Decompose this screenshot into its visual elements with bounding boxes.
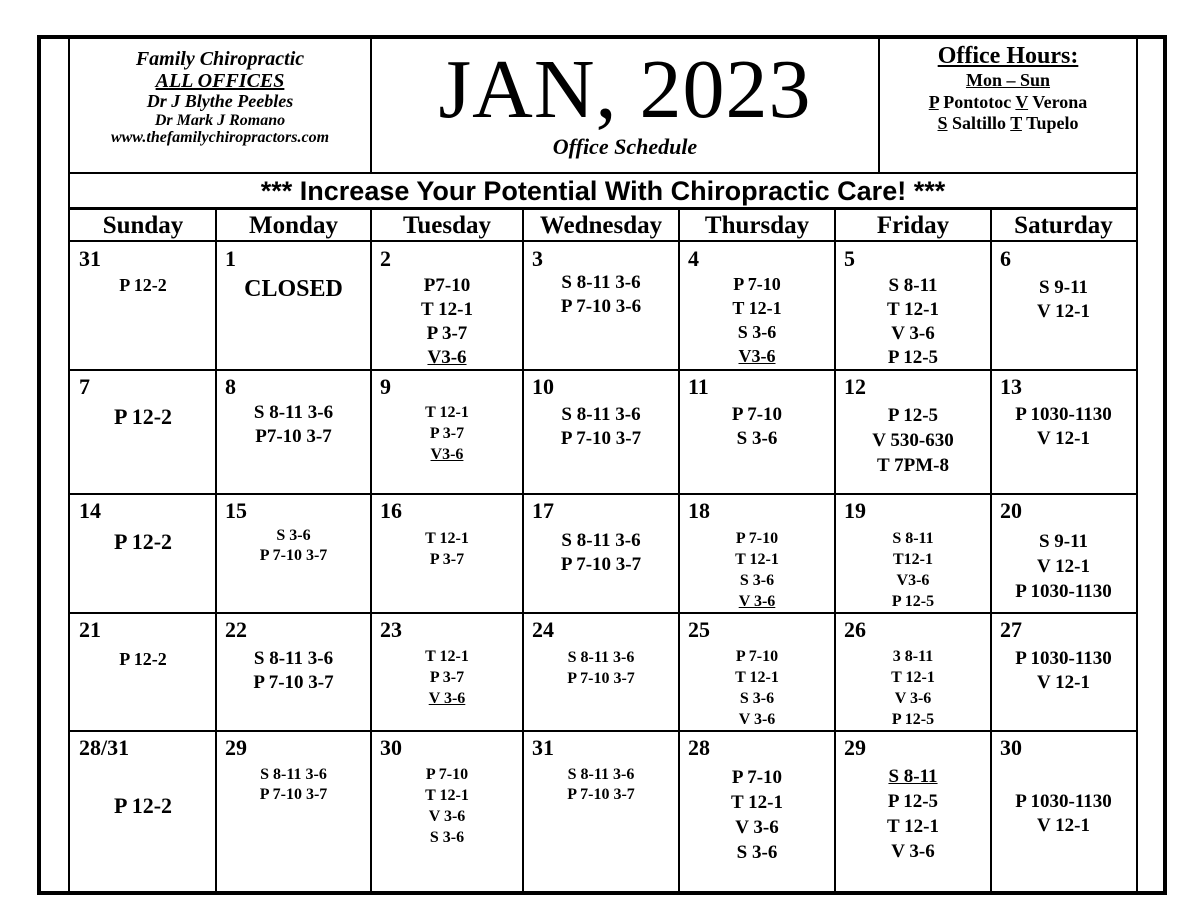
schedule-entry: P 3-7 bbox=[429, 425, 465, 442]
dayname-friday: Friday bbox=[876, 212, 950, 239]
day-number: 22 bbox=[225, 617, 247, 642]
schedule-entry: P 7-10 3-7 bbox=[560, 554, 642, 575]
day-cell bbox=[835, 613, 991, 731]
schedule-entry: S 8-11 bbox=[892, 530, 934, 547]
day-number: 12 bbox=[844, 374, 866, 399]
doctor-1: Dr J Blythe Peebles bbox=[146, 91, 294, 111]
day-number: 13 bbox=[1000, 374, 1022, 399]
month-title: JAN, 2023 bbox=[438, 43, 812, 136]
legend-t-name: Tupelo bbox=[1026, 112, 1079, 133]
day-cell bbox=[70, 370, 216, 494]
day-number: 17 bbox=[532, 498, 554, 523]
day-cell bbox=[70, 731, 216, 893]
frame-inner-right-border bbox=[1136, 35, 1138, 895]
schedule-entry: V 3-6 bbox=[738, 711, 776, 728]
schedule-entry: S 8-11 3-6 bbox=[260, 766, 327, 783]
schedule-entries bbox=[523, 529, 679, 577]
day-cell bbox=[371, 370, 523, 494]
day-number: 26 bbox=[844, 617, 866, 642]
schedule-entry: P 7-10 3-6 bbox=[560, 296, 642, 317]
schedule-entries bbox=[835, 274, 991, 370]
offices-label: ALL OFFICES bbox=[155, 70, 285, 92]
day-number: 3 bbox=[532, 246, 543, 271]
schedule-entry: P 12-2 bbox=[113, 529, 173, 554]
schedule-entries bbox=[70, 404, 216, 430]
day-number: 11 bbox=[688, 374, 709, 399]
schedule-entry: V 3-6 bbox=[891, 323, 935, 344]
schedule-entry: V3-6 bbox=[896, 572, 930, 589]
day-cell bbox=[991, 494, 1136, 613]
schedule-entries bbox=[835, 403, 991, 478]
schedule-entry: T 12-1 bbox=[887, 816, 939, 837]
day-number: 27 bbox=[1000, 617, 1022, 642]
day-number: 20 bbox=[1000, 498, 1022, 523]
schedule-entries bbox=[835, 764, 991, 864]
schedule-entry: T 12-1 bbox=[735, 551, 779, 568]
schedule-entry: P 1030-1130 bbox=[1015, 791, 1112, 812]
schedule-entry: V3-6 bbox=[427, 347, 467, 368]
day-cell bbox=[991, 731, 1136, 893]
schedule-entries bbox=[679, 765, 835, 865]
day-number: 28 bbox=[688, 735, 710, 760]
schedule-entries bbox=[523, 765, 679, 805]
day-cell bbox=[991, 613, 1136, 731]
schedule-entry: S 8-11 3-6 bbox=[561, 404, 641, 425]
office-hours-days: Mon – Sun bbox=[965, 70, 1051, 91]
schedule-entries bbox=[371, 646, 523, 709]
dayname-thursday: Thursday bbox=[704, 212, 810, 239]
schedule-entries bbox=[70, 274, 216, 296]
schedule-entry: V 12-1 bbox=[1037, 815, 1090, 836]
day-cell bbox=[679, 613, 835, 731]
doctor-2: Dr Mark J Romano bbox=[154, 111, 286, 129]
day-number: 29 bbox=[844, 735, 866, 760]
title-block bbox=[372, 42, 878, 160]
schedule-entry: S 8-11 3-6 bbox=[561, 530, 641, 551]
schedule-entries bbox=[991, 790, 1136, 838]
day-number: 6 bbox=[1000, 246, 1011, 271]
day-number: 21 bbox=[79, 617, 101, 642]
schedule-entry: V3-6 bbox=[430, 446, 464, 463]
schedule-entry: P 3-7 bbox=[429, 551, 465, 568]
dayname-monday: Monday bbox=[249, 212, 338, 239]
day-cell bbox=[835, 370, 991, 494]
schedule-entry: S 3-6 bbox=[276, 527, 311, 544]
schedule-entries bbox=[523, 271, 679, 319]
schedule-entries bbox=[523, 647, 679, 689]
schedule-entry: P 7-10 3-7 bbox=[560, 428, 642, 449]
schedule-entry: V 12-1 bbox=[1037, 556, 1090, 577]
schedule-entries bbox=[371, 402, 523, 465]
schedule-entries bbox=[679, 272, 835, 368]
schedule-entry: T 12-1 bbox=[425, 648, 469, 665]
office-hours-title: Office Hours: bbox=[937, 43, 1079, 69]
schedule-entry: P 7-10 bbox=[735, 648, 779, 665]
legend-v-name: Verona bbox=[1032, 91, 1088, 112]
schedule-entries bbox=[679, 528, 835, 612]
dayname-tuesday: Tuesday bbox=[402, 212, 491, 239]
schedule-entry: P 7-10 bbox=[425, 766, 469, 783]
schedule-entry: P 12-5 bbox=[891, 593, 935, 610]
dayname-sunday: Sunday bbox=[102, 212, 184, 239]
day-number: 25 bbox=[688, 617, 710, 642]
day-cell bbox=[523, 242, 679, 370]
schedule-entry: S 3-6 bbox=[739, 690, 775, 707]
schedule-entry: S 8-11 3-6 bbox=[253, 648, 334, 669]
schedule-entry: P 12-2 bbox=[119, 275, 167, 295]
day-number: 23 bbox=[380, 617, 402, 642]
day-number: 7 bbox=[79, 374, 90, 399]
day-cell bbox=[216, 242, 371, 370]
day-number: 4 bbox=[688, 246, 699, 271]
practice-name: Family Chiropractic bbox=[135, 48, 305, 70]
day-cell bbox=[523, 370, 679, 494]
schedule-entry: V 3-6 bbox=[891, 841, 935, 862]
schedule-entry: T 12-1 bbox=[732, 298, 782, 318]
day-cell bbox=[523, 494, 679, 613]
schedule-entry: P 7-10 bbox=[735, 530, 779, 547]
schedule-entry: T 12-1 bbox=[891, 669, 935, 686]
schedule-entry: P 12-5 bbox=[887, 347, 939, 368]
schedule-entries bbox=[371, 528, 523, 570]
legend-v-key: V bbox=[1015, 91, 1029, 112]
day-cell bbox=[371, 494, 523, 613]
schedule-entry: S 8-11 bbox=[888, 275, 938, 296]
schedule-entry: V 3-6 bbox=[735, 817, 779, 838]
schedule-entry: T12-1 bbox=[893, 551, 933, 568]
schedule-entry: S 3-6 bbox=[736, 428, 778, 449]
practice-info bbox=[70, 48, 370, 147]
schedule-entries bbox=[216, 647, 371, 695]
schedule-entry: V 12-1 bbox=[1037, 672, 1090, 693]
day-cell bbox=[216, 494, 371, 613]
schedule-entries bbox=[216, 526, 371, 566]
schedule-entry: P 7-10 3-7 bbox=[567, 670, 635, 687]
day-cell bbox=[835, 731, 991, 893]
legend-line-2 bbox=[880, 113, 1136, 134]
website: www.thefamilychiropractors.com bbox=[110, 129, 330, 147]
schedule-entry: S 3-6 bbox=[429, 829, 465, 846]
schedule-entry: P 3-7 bbox=[426, 323, 468, 344]
schedule-entry: V 12-1 bbox=[1037, 428, 1090, 449]
legend-s-key: S bbox=[937, 112, 948, 133]
schedule-entry: P7-10 bbox=[423, 275, 471, 296]
day-cell bbox=[991, 370, 1136, 494]
schedule-entry: P 7-10 3-7 bbox=[567, 786, 635, 803]
schedule-entry: S 3-6 bbox=[736, 842, 778, 863]
schedule-entry: T 7PM-8 bbox=[877, 455, 949, 476]
schedule-entry: P 12-5 bbox=[887, 405, 939, 426]
day-cell bbox=[835, 242, 991, 370]
day-number: 10 bbox=[532, 374, 554, 399]
schedule-entry: S 8-11 3-6 bbox=[253, 402, 334, 423]
day-number: 8 bbox=[225, 374, 236, 399]
schedule-entries bbox=[216, 401, 371, 449]
day-cell bbox=[70, 494, 216, 613]
schedule-entry: P 7-10 3-7 bbox=[259, 786, 328, 803]
day-cell bbox=[679, 242, 835, 370]
legend-p-key: P bbox=[928, 91, 939, 112]
schedule-entry: S 9-11 bbox=[1038, 531, 1089, 552]
day-cell bbox=[371, 242, 523, 370]
schedule-entry: T 12-1 bbox=[425, 530, 469, 547]
schedule-entry: T 12-1 bbox=[735, 669, 779, 686]
day-number: 16 bbox=[380, 498, 402, 523]
schedule-entries bbox=[70, 648, 216, 670]
legend-s-name: Saltillo bbox=[952, 112, 1007, 133]
legend-t-key: T bbox=[1010, 112, 1022, 133]
day-cell bbox=[70, 242, 216, 370]
day-cell bbox=[216, 731, 371, 893]
schedule-entry: P 7-10 3-7 bbox=[259, 547, 328, 564]
schedule-entry: P 1030-1130 bbox=[1015, 404, 1112, 425]
schedule-entry: V3-6 bbox=[738, 346, 776, 366]
day-number: 14 bbox=[79, 498, 101, 523]
day-number: 30 bbox=[1000, 735, 1022, 760]
day-cell bbox=[679, 370, 835, 494]
schedule-entry: T 12-1 bbox=[421, 299, 473, 320]
legend-p-name: Pontotoc bbox=[943, 91, 1012, 112]
schedule-entry: S 8-11 3-6 bbox=[567, 649, 635, 666]
day-cell bbox=[523, 731, 679, 893]
day-cell bbox=[523, 613, 679, 731]
schedule-entry: S 8-11 3-6 bbox=[561, 272, 641, 293]
schedule-entries bbox=[371, 274, 523, 370]
legend-line-1 bbox=[880, 92, 1136, 113]
day-number: 2 bbox=[380, 246, 391, 271]
schedule-entry: T 12-1 bbox=[731, 792, 783, 813]
schedule-entries bbox=[991, 529, 1136, 604]
schedule-entry: S 8-11 bbox=[888, 766, 938, 787]
dayname-wednesday: Wednesday bbox=[539, 212, 663, 239]
day-cell bbox=[70, 613, 216, 731]
schedule-entry: T 12-1 bbox=[887, 299, 939, 320]
schedule-entry: V 530-630 bbox=[872, 430, 954, 451]
schedule-entries bbox=[991, 403, 1136, 451]
schedule-entry: P 12-2 bbox=[113, 793, 173, 818]
day-number: 29 bbox=[225, 735, 247, 760]
schedule-entry: P 7-10 bbox=[733, 274, 781, 294]
schedule-entry: V 12-1 bbox=[1037, 301, 1090, 322]
schedule-entries bbox=[523, 403, 679, 451]
schedule-entry: P 12-2 bbox=[119, 649, 167, 669]
schedule-entry: P 1030-1130 bbox=[1015, 581, 1112, 602]
closed-label: CLOSED bbox=[244, 276, 343, 302]
schedule-entries bbox=[991, 276, 1136, 324]
schedule-entries bbox=[371, 764, 523, 848]
day-number: 15 bbox=[225, 498, 247, 523]
schedule-entries bbox=[679, 646, 835, 730]
schedule-entry: P 7-10 3-7 bbox=[253, 672, 334, 693]
schedule-entries bbox=[679, 403, 835, 451]
day-number: 1 bbox=[225, 246, 236, 271]
schedule-entries bbox=[216, 274, 371, 304]
schedule-entry: S 9-11 bbox=[1038, 277, 1089, 298]
day-cell bbox=[679, 494, 835, 613]
day-cell bbox=[216, 370, 371, 494]
day-cell bbox=[371, 731, 523, 893]
schedule-entry: S 3-6 bbox=[737, 322, 777, 342]
schedule-entries bbox=[835, 528, 991, 612]
day-number: 31 bbox=[532, 735, 554, 760]
day-number: 19 bbox=[844, 498, 866, 523]
schedule-entry: T 12-1 bbox=[425, 787, 469, 804]
schedule-entries bbox=[835, 646, 991, 730]
schedule-entries bbox=[70, 529, 216, 555]
schedule-entry: P 3-7 bbox=[429, 669, 465, 686]
schedule-entry: P 12-2 bbox=[113, 404, 173, 429]
schedule-entry: S 8-11 3-6 bbox=[567, 766, 635, 783]
day-number: 18 bbox=[688, 498, 710, 523]
schedule-entry: P 7-10 bbox=[731, 767, 783, 788]
day-cell bbox=[991, 242, 1136, 370]
schedule-entry: P7-10 3-7 bbox=[255, 426, 332, 447]
office-hours bbox=[880, 42, 1136, 134]
day-number: 31 bbox=[79, 246, 101, 271]
day-cell bbox=[835, 494, 991, 613]
schedule-entry: V 3-6 bbox=[428, 808, 466, 825]
day-number: 9 bbox=[380, 374, 391, 399]
schedule-entry: V 3-6 bbox=[894, 690, 932, 707]
day-cell bbox=[371, 613, 523, 731]
day-cell bbox=[679, 731, 835, 893]
schedule-entry: P 12-5 bbox=[891, 711, 935, 728]
schedule-entries bbox=[216, 765, 371, 805]
schedule-entries bbox=[991, 647, 1136, 695]
day-number: 28/31 bbox=[79, 735, 130, 760]
day-number: 5 bbox=[844, 246, 855, 271]
schedule-entry: P 1030-1130 bbox=[1015, 648, 1112, 669]
schedule-entry: V 3-6 bbox=[428, 690, 466, 707]
day-number: 24 bbox=[532, 617, 554, 642]
dayname-saturday: Saturday bbox=[1014, 212, 1113, 239]
schedule-entry: V 3-6 bbox=[738, 593, 776, 610]
schedule-entries bbox=[70, 793, 216, 819]
schedule-entry: P 7-10 bbox=[731, 404, 783, 425]
schedule-entry: S 3-6 bbox=[739, 572, 775, 589]
day-cell bbox=[216, 613, 371, 731]
schedule-entry: T 12-1 bbox=[425, 404, 469, 421]
day-number: 30 bbox=[380, 735, 402, 760]
banner: *** Increase Your Potential With Chiropractic Care! *** bbox=[260, 176, 946, 206]
schedule-entry: 3 8-11 bbox=[892, 648, 934, 665]
schedule-entry: P 12-5 bbox=[887, 791, 939, 812]
schedule-subtitle: Office Schedule bbox=[552, 134, 698, 159]
